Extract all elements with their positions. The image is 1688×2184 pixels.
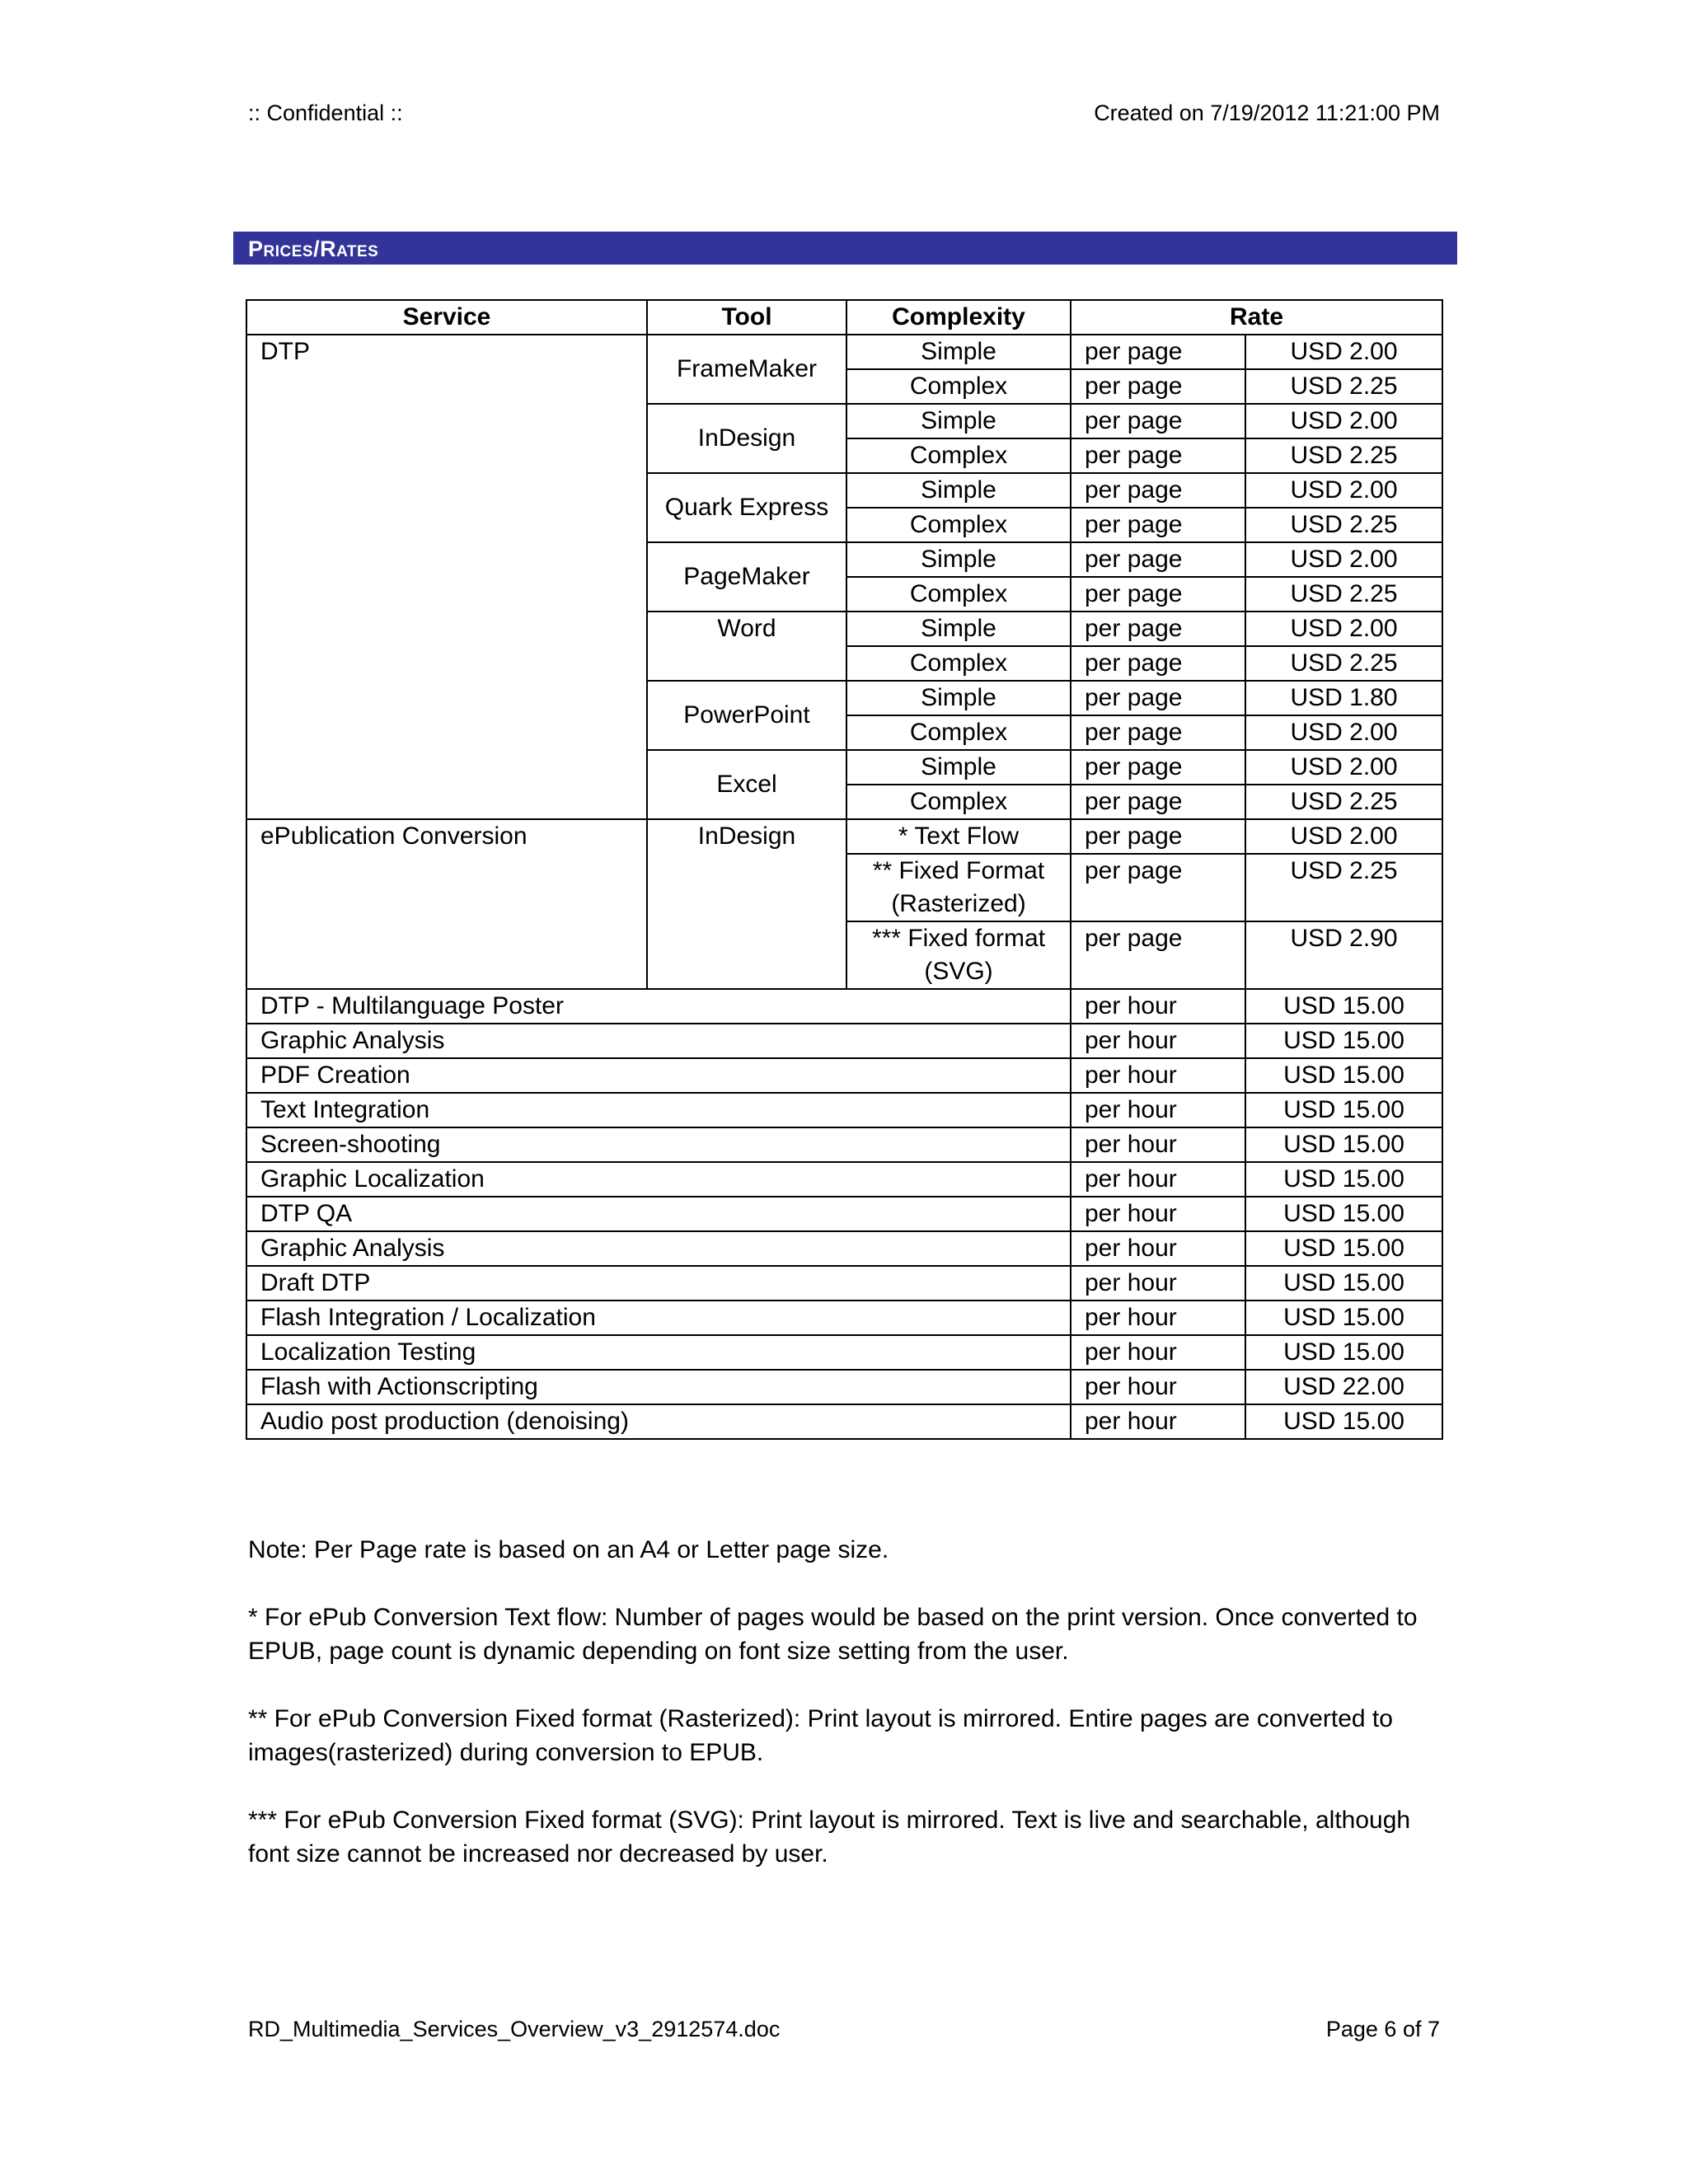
complexity-cell: *** Fixed format (SVG): [846, 921, 1071, 989]
table-row: [246, 1404, 1442, 1439]
table-row: [246, 1335, 1442, 1370]
table-row: [246, 1266, 1442, 1301]
tool-cell: FrameMaker: [647, 335, 846, 404]
table-row: [246, 1093, 1442, 1127]
table-header-row: [246, 300, 1442, 335]
rate-amount-cell: USD 2.00: [1245, 612, 1442, 646]
complexity-cell: Complex: [846, 646, 1071, 681]
service-cell: DTP: [246, 335, 647, 819]
document-filename: RD_Multimedia_Services_Overview_v3_2912574.doc: [248, 2017, 781, 2041]
rate-amount-cell: USD 15.00: [1245, 1127, 1442, 1162]
rate-amount-cell: USD 2.00: [1245, 542, 1442, 577]
complexity-cell: ** Fixed Format (Rasterized): [846, 854, 1071, 921]
complexity-cell: Complex: [846, 508, 1071, 542]
table-row: [246, 1231, 1442, 1266]
rate-unit-cell: per page: [1071, 438, 1245, 473]
service-cell: Audio post production (denoising): [246, 1404, 1071, 1439]
rate-amount-cell: USD 15.00: [1245, 1058, 1442, 1093]
tool-cell: PageMaker: [647, 542, 846, 612]
rate-unit-cell: per page: [1071, 577, 1245, 612]
rate-amount-cell: USD 2.25: [1245, 508, 1442, 542]
rate-amount-cell: USD 2.25: [1245, 577, 1442, 612]
rate-amount-cell: USD 2.90: [1245, 921, 1442, 989]
table-row: [246, 1058, 1442, 1093]
service-cell: DTP QA: [246, 1197, 1071, 1231]
prices-rates-table: [246, 299, 1443, 1440]
rate-amount-cell: USD 15.00: [1245, 1335, 1442, 1370]
rate-unit-cell: per page: [1071, 715, 1245, 750]
service-cell: Flash with Actionscripting: [246, 1370, 1071, 1404]
rate-unit-cell: per hour: [1071, 1231, 1245, 1266]
rate-unit-cell: per page: [1071, 335, 1245, 369]
rate-amount-cell: USD 2.25: [1245, 854, 1442, 921]
rate-unit-cell: per hour: [1071, 1162, 1245, 1197]
rate-unit-cell: per page: [1071, 785, 1245, 819]
rate-amount-cell: USD 15.00: [1245, 1024, 1442, 1058]
tool-cell: PowerPoint: [647, 681, 846, 750]
service-cell: PDF Creation: [246, 1058, 1071, 1093]
rate-amount-cell: USD 15.00: [1245, 1197, 1442, 1231]
complexity-cell: Simple: [846, 335, 1071, 369]
service-cell: Graphic Analysis: [246, 1231, 1071, 1266]
table-row: [246, 1370, 1442, 1404]
rate-unit-cell: per page: [1071, 542, 1245, 577]
service-cell: Flash Integration / Localization: [246, 1301, 1071, 1335]
rate-unit-cell: per hour: [1071, 1370, 1245, 1404]
rate-amount-cell: USD 2.00: [1245, 819, 1442, 854]
table-row: [246, 1301, 1442, 1335]
rate-unit-cell: per hour: [1071, 1266, 1245, 1301]
rate-unit-cell: per hour: [1071, 1335, 1245, 1370]
complexity-cell: Complex: [846, 785, 1071, 819]
complexity-cell: Simple: [846, 542, 1071, 577]
note-text-flow: * For ePub Conversion Text flow: Number of pages would be based on the print version. Once converted to EPUB, page count is dynamic depending on font size setting from the user.: [248, 1604, 1418, 1665]
tool-cell: InDesign: [647, 819, 846, 989]
header-service: Service: [246, 300, 647, 335]
rate-amount-cell: USD 22.00: [1245, 1370, 1442, 1404]
service-cell: Draft DTP: [246, 1266, 1071, 1301]
rate-unit-cell: per hour: [1071, 1024, 1245, 1058]
service-cell: DTP - Multilanguage Poster: [246, 989, 1071, 1024]
table-row: [246, 1197, 1442, 1231]
rate-amount-cell: USD 2.00: [1245, 335, 1442, 369]
rate-unit-cell: per page: [1071, 819, 1245, 854]
section-title: Prices/Rates: [233, 232, 1457, 265]
service-cell: Screen-shooting: [246, 1127, 1071, 1162]
header-tool: Tool: [647, 300, 846, 335]
service-cell: Graphic Analysis: [246, 1024, 1071, 1058]
rate-amount-cell: USD 2.00: [1245, 404, 1442, 438]
table-row: [246, 1024, 1442, 1058]
rate-unit-cell: per page: [1071, 404, 1245, 438]
rate-amount-cell: USD 2.00: [1245, 473, 1442, 508]
table-row: [246, 1127, 1442, 1162]
table-row: [246, 1162, 1442, 1197]
table-row: [246, 335, 1442, 369]
rate-unit-cell: per hour: [1071, 1197, 1245, 1231]
rate-amount-cell: USD 15.00: [1245, 1266, 1442, 1301]
rate-unit-cell: per hour: [1071, 1058, 1245, 1093]
rate-unit-cell: per page: [1071, 750, 1245, 785]
created-date: Created on 7/19/2012 11:21:00 PM: [1094, 101, 1440, 125]
rate-unit-cell: per hour: [1071, 1093, 1245, 1127]
rate-unit-cell: per page: [1071, 473, 1245, 508]
page-footer: [248, 2017, 1440, 2050]
page-header: [248, 101, 1440, 134]
note-page-size: Note: Per Page rate is based on an A4 or Letter page size.: [248, 1536, 889, 1563]
table-body: [246, 335, 1442, 1439]
complexity-cell: Complex: [846, 369, 1071, 404]
tool-cell: InDesign: [647, 404, 846, 473]
service-cell: Graphic Localization: [246, 1162, 1071, 1197]
complexity-cell: Complex: [846, 577, 1071, 612]
complexity-cell: Simple: [846, 473, 1071, 508]
rate-amount-cell: USD 15.00: [1245, 1093, 1442, 1127]
rate-amount-cell: USD 15.00: [1245, 1301, 1442, 1335]
complexity-cell: Simple: [846, 612, 1071, 646]
page-number: Page 6 of 7: [1325, 2017, 1440, 2041]
rate-amount-cell: USD 1.80: [1245, 681, 1442, 715]
table-row: [246, 989, 1442, 1024]
complexity-cell: Simple: [846, 681, 1071, 715]
rate-unit-cell: per page: [1071, 369, 1245, 404]
rate-amount-cell: USD 2.00: [1245, 715, 1442, 750]
complexity-cell: Simple: [846, 404, 1071, 438]
complexity-cell: Complex: [846, 438, 1071, 473]
rate-unit-cell: per hour: [1071, 989, 1245, 1024]
rate-unit-cell: per page: [1071, 681, 1245, 715]
rate-amount-cell: USD 2.00: [1245, 750, 1442, 785]
tool-cell: Quark Express: [647, 473, 846, 542]
rate-amount-cell: USD 15.00: [1245, 1231, 1442, 1266]
rate-amount-cell: USD 2.25: [1245, 438, 1442, 473]
header-complexity: Complexity: [846, 300, 1071, 335]
service-cell: Localization Testing: [246, 1335, 1071, 1370]
rate-unit-cell: per hour: [1071, 1127, 1245, 1162]
rate-amount-cell: USD 2.25: [1245, 369, 1442, 404]
notes-section: [248, 1533, 1451, 1905]
header-rate: Rate: [1071, 300, 1442, 335]
note-rasterized: ** For ePub Conversion Fixed format (Rasterized): Print layout is mirrored. Entire pages are converted to images(rasterized) during conversion to EPUB.: [248, 1705, 1393, 1766]
rate-unit-cell: per page: [1071, 646, 1245, 681]
note-svg: *** For ePub Conversion Fixed format (SVG): Print layout is mirrored. Text is live and searchable, although font size cannot be increased nor decreased by user.: [248, 1807, 1411, 1868]
complexity-cell: Complex: [846, 715, 1071, 750]
tool-cell: Excel: [647, 750, 846, 819]
complexity-cell: Simple: [846, 750, 1071, 785]
rate-amount-cell: USD 15.00: [1245, 989, 1442, 1024]
confidential-label: :: Confidential ::: [248, 101, 403, 125]
rate-unit-cell: per hour: [1071, 1301, 1245, 1335]
rate-unit-cell: per page: [1071, 854, 1245, 921]
complexity-cell: * Text Flow: [846, 819, 1071, 854]
tool-cell: Word: [647, 612, 846, 681]
rate-amount-cell: USD 2.25: [1245, 646, 1442, 681]
rate-amount-cell: USD 2.25: [1245, 785, 1442, 819]
rate-amount-cell: USD 15.00: [1245, 1404, 1442, 1439]
service-cell: Text Integration: [246, 1093, 1071, 1127]
rate-amount-cell: USD 15.00: [1245, 1162, 1442, 1197]
rate-unit-cell: per page: [1071, 508, 1245, 542]
rate-unit-cell: per page: [1071, 612, 1245, 646]
table-row: [246, 819, 1442, 854]
rate-unit-cell: per hour: [1071, 1404, 1245, 1439]
service-cell: ePublication Conversion: [246, 819, 647, 989]
rate-unit-cell: per page: [1071, 921, 1245, 989]
